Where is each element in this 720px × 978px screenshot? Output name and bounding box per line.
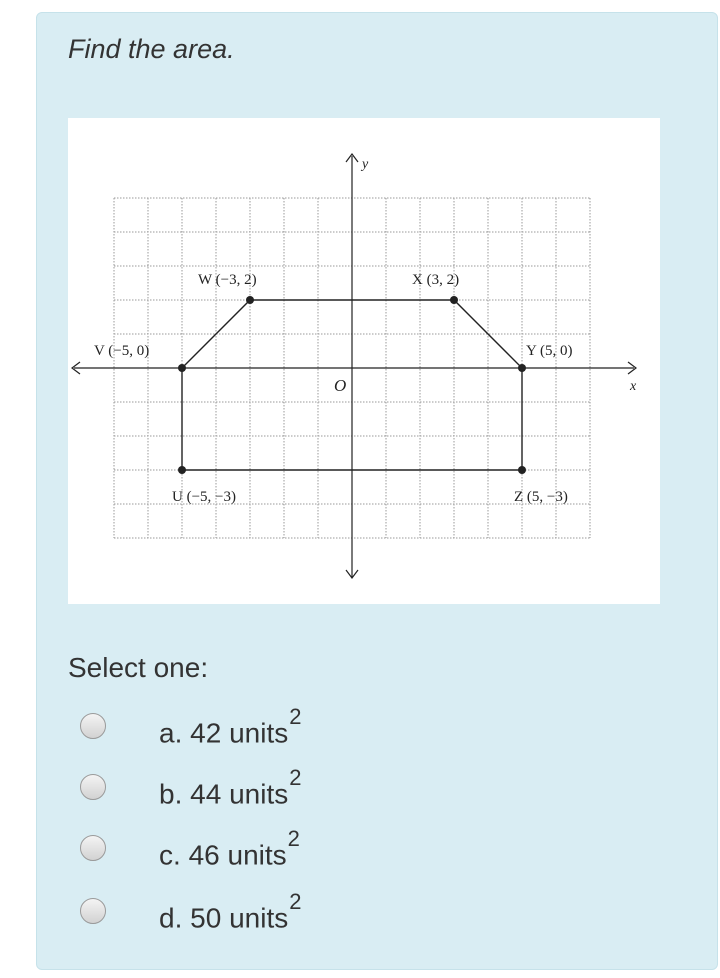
option-c-text: c. 46 units$^2$ <box>159 826 300 871</box>
option-a-text: a. 42 units$^2$ <box>159 704 302 749</box>
vertex-label-u: U (−5, −3) <box>172 489 236 505</box>
vertex-w <box>246 296 254 304</box>
option-a[interactable] <box>80 704 380 749</box>
y-axis-label: y <box>362 157 369 172</box>
vertex-u <box>178 466 186 474</box>
select-one-label: Select one: <box>68 652 209 683</box>
x-axis-label: x <box>630 379 637 394</box>
axes <box>72 154 637 578</box>
option-b[interactable] <box>80 765 380 810</box>
option-d[interactable] <box>80 889 380 934</box>
option-c[interactable] <box>80 826 380 871</box>
question-prompt: Find the area. <box>68 34 235 64</box>
radio-option-a[interactable] <box>80 713 106 739</box>
vertex-label-y: Y (5, 0) <box>526 343 573 359</box>
vertex-y <box>518 364 526 372</box>
vertex-label-v: V (−5, 0) <box>94 343 150 359</box>
vertex-z <box>518 466 526 474</box>
coordinate-plane <box>68 118 660 604</box>
vertex-label-w: W (−3, 2) <box>198 272 257 288</box>
vertex-v <box>178 364 186 372</box>
radio-option-b[interactable] <box>80 774 106 800</box>
coordinate-figure <box>68 118 660 604</box>
radio-option-c[interactable] <box>80 835 106 861</box>
vertex-x <box>450 296 458 304</box>
vertex-label-x: X (3, 2) <box>412 272 460 288</box>
vertex-label-z: Z (5, −3) <box>514 489 568 505</box>
radio-option-d[interactable] <box>80 898 106 924</box>
option-d-text: d. 50 units$^2$ <box>159 889 302 934</box>
origin-label: O <box>334 376 347 395</box>
option-b-text: b. 44 units$^2$ <box>159 765 302 810</box>
